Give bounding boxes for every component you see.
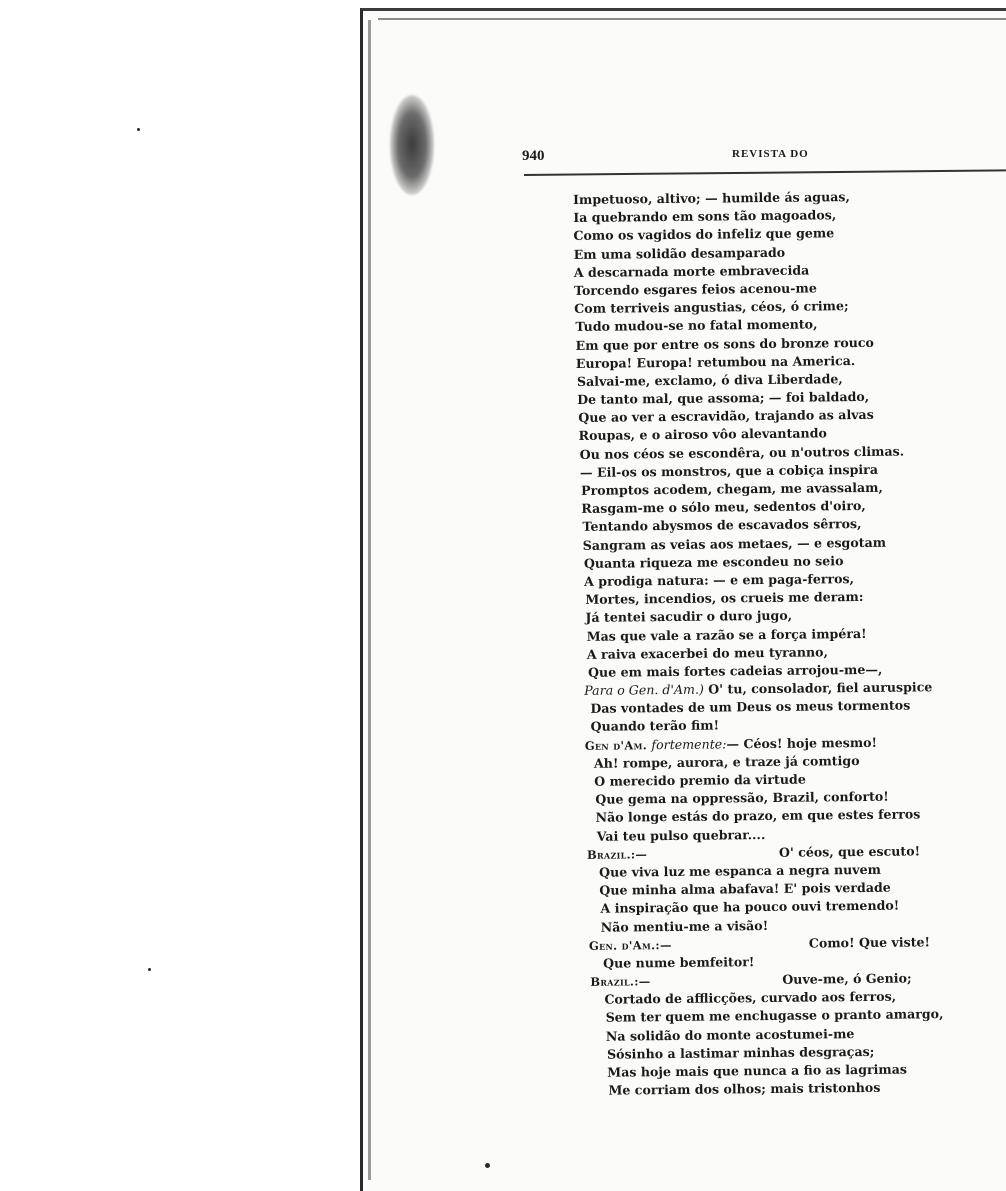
ink-smudge — [390, 95, 434, 195]
verse-line: Já tentei sacudir o duro jugo, — [585, 608, 793, 626]
verse-line: Ou nos céos se escondêra, ou n'outros climas. — [579, 443, 905, 462]
verse-line: Salvai-me, exclamo, ó diva Liberdade, — [576, 371, 843, 389]
verse-line: Me corriam dos olhos; mais tristonhos — [608, 1080, 881, 1098]
verse-line: Que ao ver a escravidão, trajando as alvas — [578, 407, 874, 426]
verse-line: Mortes, incendios, os crueis me deram: — [585, 589, 864, 608]
speaker-name: Brazil.:— — [586, 847, 648, 862]
verse-line: Não mentiu-me a visão! — [600, 917, 769, 935]
verse-text: O' tu, consolador, fiel auruspice — [703, 679, 933, 697]
stage-direction: fortemente: — [651, 736, 727, 752]
verse-line: Vai teu pulso quebrar.... — [596, 826, 766, 844]
page-header — [522, 148, 1006, 170]
verse-line: Que minha alma abafava! E' pois verdade — [599, 879, 891, 898]
verse-line: Quando terão fim! — [590, 717, 720, 735]
stage-direction: Para o Gen. d'Am.) — [584, 681, 704, 698]
verse-line: Que em mais fortes cadeias arrojou-me—, — [587, 661, 883, 680]
speaker-name: Gen. d'Am.:— — [588, 937, 672, 953]
verse-text: Como! Que viste! — [808, 933, 931, 951]
verse-line: Cortado de afflicções, curvado aos ferros, — [604, 988, 897, 1007]
verse-line: Quanta riqueza me escondeu no seio — [583, 552, 844, 571]
verse-line: Com terriveis angustias, céos, ó crime; — [574, 298, 849, 317]
verse-line: Em uma solidão desamparado — [573, 244, 786, 262]
dust-speck — [137, 128, 140, 131]
top-edge-rule — [378, 18, 1006, 20]
verse-line: Ah! rompe, aurora, e traze já comtigo — [593, 752, 860, 771]
verse-line: Mas que vale a razão se a força impéra! — [586, 625, 867, 644]
running-title: REVISTA DO — [732, 148, 809, 160]
verse-line: Promptos acodem, chegam, me avassalam, — [581, 479, 883, 498]
verse-line: Rasgam-me o sólo meu, sedentos d'oiro, — [581, 498, 866, 517]
verse-line: Como os vagidos do infeliz que geme — [573, 225, 835, 244]
verse-line: Mas hoje mais que nunca a fio as lagrimas — [607, 1061, 908, 1080]
verse-line: Sósinho a lastimar minhas desgraças; — [606, 1043, 875, 1062]
verse-line: Tentando abysmos de escavados sêrros, — [582, 516, 862, 535]
verse-line: A raiva exacerbei do meu tyranno, — [586, 644, 828, 662]
binding-shadow — [368, 20, 371, 1180]
verse-line: Europa! Europa! retumbou na America. — [575, 352, 856, 371]
verse-line: Que gema na oppressão, Brazil, conforto! — [595, 788, 889, 807]
verse-line: Tudo mudou-se no fatal momento, — [575, 316, 818, 335]
verse-line: Sem ter quem me enchugasse o pranto amargo, — [605, 1006, 944, 1026]
verse-text: Ouve-me, ó Genio; — [782, 970, 912, 987]
verse-line: A descarnada morte embravecida — [573, 262, 810, 280]
verse-line: Torcendo esgares feios acenou-me — [573, 280, 817, 298]
dust-speck — [148, 968, 151, 971]
poem-body — [573, 186, 1006, 1100]
verse-line: A prodiga natura: — e em paga-ferros, — [584, 571, 855, 589]
verse-line: — Eil-os os monstros, que a cobiça inspira — [579, 461, 879, 480]
verse-line: A inspiração que ha pouco ouvi tremendo! — [600, 897, 900, 917]
verse-line: Impetuoso, altivo; — humilde ás aguas, — [573, 189, 850, 207]
verse-line: Em que por entre os sons do bronze rouco — [575, 334, 874, 353]
verse-line: Que viva luz me espanca a negra nuvem — [599, 861, 881, 880]
speaker-name: Brazil.:— — [590, 974, 651, 989]
verse-line: Na solidão do monte acostumei-me — [605, 1025, 855, 1044]
page-number: 940 — [522, 148, 545, 164]
dust-speck — [485, 1163, 490, 1168]
verse-line: Que nume bemfeitor! — [603, 954, 755, 971]
verse-text: O' céos, que escuto! — [778, 843, 921, 860]
verse-line: Não longe estás do prazo, em que estes ferros — [595, 806, 921, 826]
verse-line: De tanto mal, que assoma; — foi baldado, — [577, 388, 870, 408]
verse-line: Ia quebrando em sons tão magoados, — [573, 207, 837, 226]
verse-line: Sangram as veias aos metaes, — e esgotam — [582, 534, 887, 553]
verse-line: Roupas, e o airoso vôo alevantando — [578, 425, 827, 444]
verse-line: O merecido premio da virtude — [594, 771, 806, 789]
verse-text: — Céos! hoje mesmo! — [726, 734, 878, 752]
verse-line: Das vontades de um Deus os meus tormentos — [590, 697, 911, 717]
speaker-name: Gen d'Am. — [584, 737, 648, 753]
